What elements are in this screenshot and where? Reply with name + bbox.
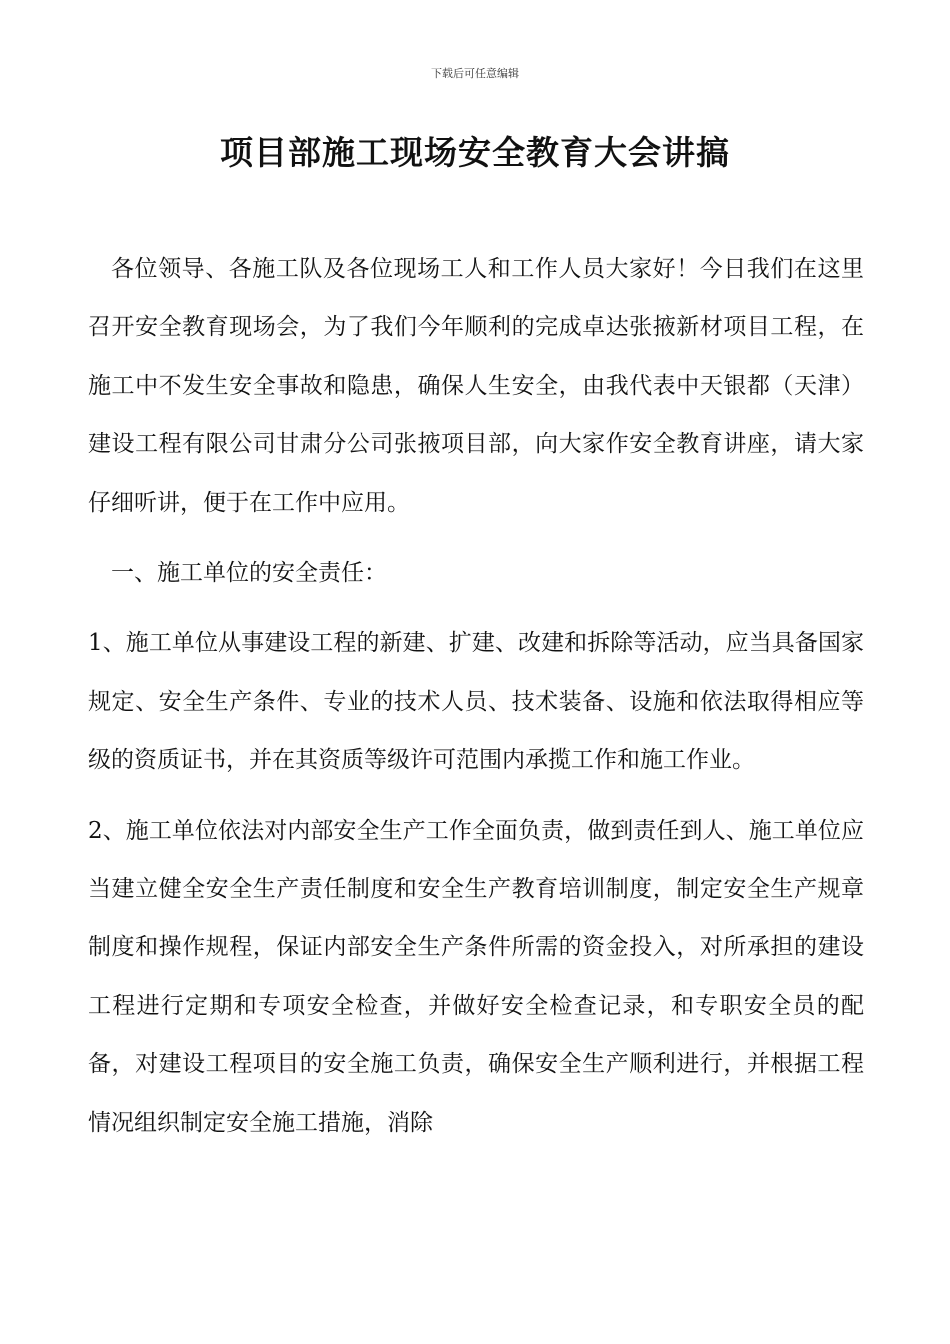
section-heading-1: 一、施工单位的安全责任：: [111, 560, 387, 587]
document-body: [88, 240, 864, 1152]
clause-1-paragraph: 1、施工单位从事建设工程的新建、扩建、改建和拆除等活动，应当具备国家规定、安全生产条件、专业的技术人员、技术装备、设施和依法取得相应等级的资质证书，并在其资质等级许可范围内承揽工作和施工作业。: [88, 630, 864, 774]
clause-2-paragraph: 2、施工单位依法对内部安全生产工作全面负责，做到责任到人、施工单位应当建立健全安全生产责任制度和安全生产教育培训制度，制定安全生产规章制度和操作规程，保证内部安全生产条件所需的资金投入，对所承担的建设工程进行定期和专项安全检查，并做好安全检查记录，和专职安全员的配备，对建设工程项目的安全施工负责，确保安全生产顺利进行，并根据工程情况组织制定安全施工措施，消除: [88, 817, 864, 1136]
document-title: 项目部施工现场安全教育大会讲搞: [220, 133, 730, 172]
header-note: 下载后可任意编辑: [431, 67, 519, 80]
opening-paragraph: 各位领导、各施工队及各位现场工人和工作人员大家好！今日我们在这里召开安全教育现场会，为了我们今年顺利的完成卓达张掖新材项目工程，在施工中不发生安全事故和隐患，确保人生安全，由我代表中天银都（天津）建设工程有限公司甘肃分公司张掖项目部，向大家作安全教育讲座，请大家仔细听讲，便于在工作中应用。: [88, 256, 864, 516]
